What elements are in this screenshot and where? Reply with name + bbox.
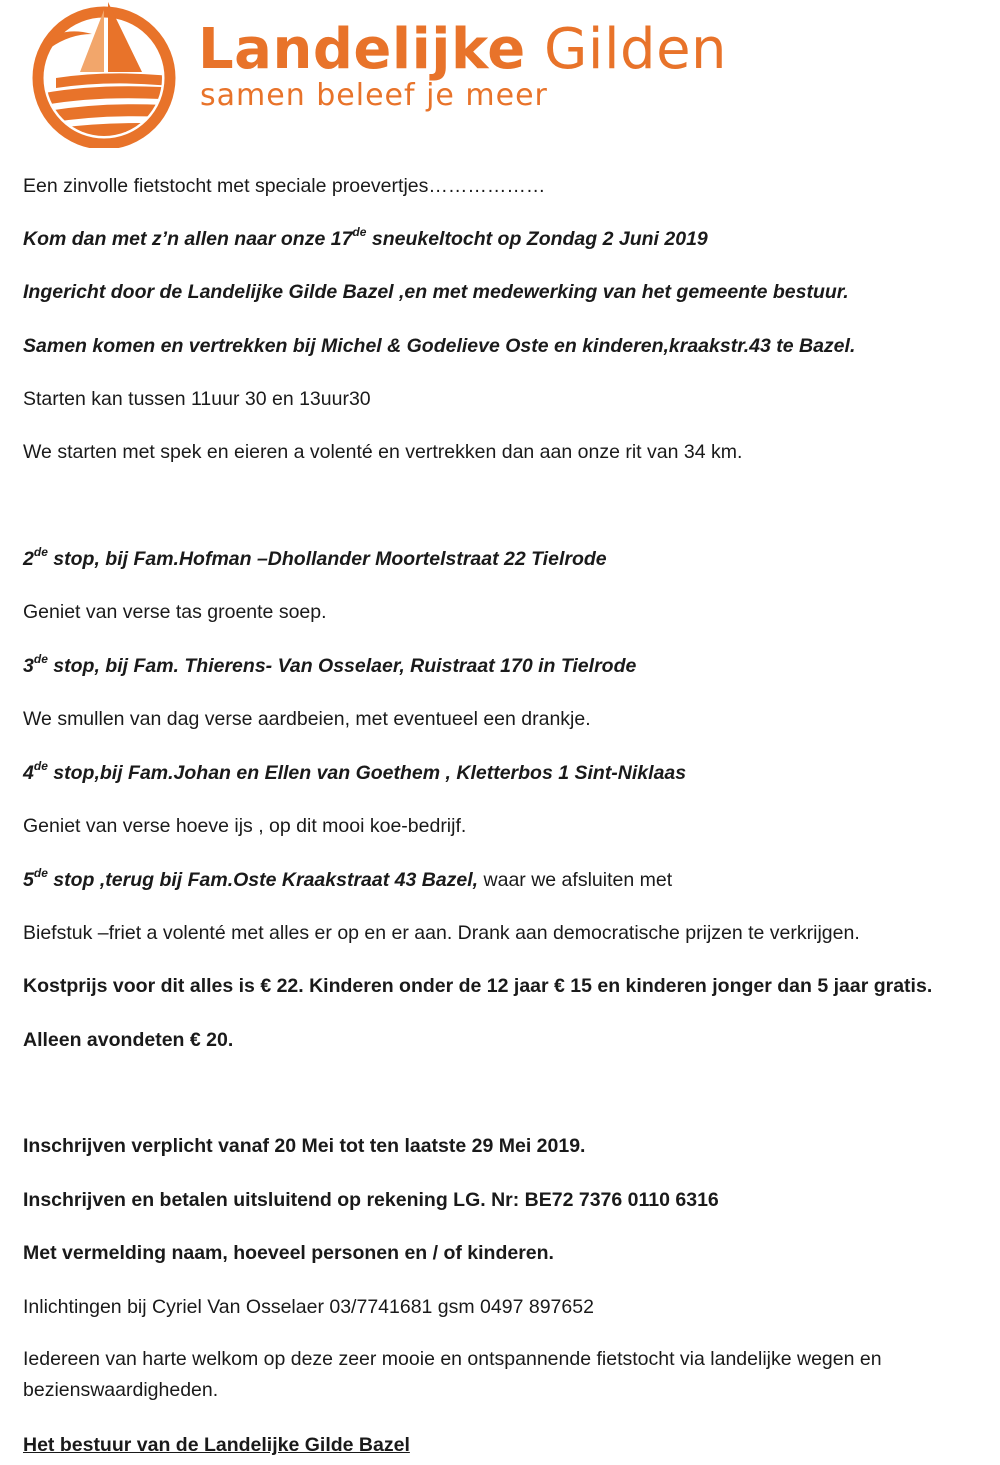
start-time-line: Starten kan tussen 11uur 30 en 13uur30: [23, 388, 371, 410]
stop-4-description: Geniet van verse hoeve ijs , op dit mooi koe-bedrijf.: [23, 815, 467, 837]
dinner-only-price: Alleen avondeten € 20.: [23, 1029, 234, 1051]
stop-4-text: stop,bij Fam.Johan en Ellen van Goethem , Kletterbos 1 Sint-Niklaas: [47, 762, 687, 784]
letterhead: [20, 0, 740, 150]
stop-2-description: Geniet van verse tas groente soep.: [23, 601, 327, 623]
stop-5-sup: de: [33, 865, 48, 880]
breakfast-line: We starten met spek en eieren a volenté en vertrekken dan aan onze rit van 34 km.: [23, 441, 743, 463]
stop-3-title: [23, 652, 636, 680]
signature-line: Het bestuur van de Landelijke Gilde Bazel: [23, 1434, 410, 1456]
stop-2-title: [23, 545, 607, 573]
brand-name-bold: Landelijke: [198, 17, 526, 82]
organizer-line: Ingericht door de Landelijke Gilde Bazel ,en met medewerking van het gemeente bestuur.: [23, 281, 849, 303]
stop-3-number: 3: [23, 655, 34, 677]
stop-2-number: 2: [23, 548, 34, 570]
invitation-line: [23, 225, 708, 253]
brand-name-light: Gilden: [525, 17, 728, 82]
payment-account-line: Inschrijven en betalen uitsluitend op rekening LG. Nr: BE72 7376 0110 6316: [23, 1189, 719, 1211]
stop-3-description: We smullen van dag verse aardbeien, met eventueel een drankje.: [23, 708, 591, 730]
registration-deadline: Inschrijven verplicht vanaf 20 Mei tot ten laatste 29 Mei 2019.: [23, 1135, 586, 1157]
stop-5-number: 5: [23, 869, 34, 891]
registration-details-line: Met vermelding naam, hoeveel personen en / of kinderen.: [23, 1242, 554, 1264]
intro-line: Een zinvolle fietstocht met speciale proevertjes………………: [23, 175, 546, 197]
brand-tagline: samen beleef je meer: [200, 78, 548, 113]
sailboat-field-logo-icon: [20, 0, 190, 148]
stop-2-sup: de: [33, 544, 48, 559]
stop-4-title: [23, 759, 686, 787]
stop-3-text: stop, bij Fam. Thierens- Van Osselaer, Ruistraat 170 in Tielrode: [47, 655, 637, 677]
meeting-point-line: Samen komen en vertrekken bij Michel & Godelieve Oste en kinderen,kraakstr.43 te Bazel.: [23, 335, 856, 357]
dinner-line: Biefstuk –friet a volenté met alles er op en er aan. Drank aan democratische prijzen te verkrijgen.: [23, 922, 860, 944]
stop-5-text: stop ,terug bij Fam.Oste Kraakstraat 43 Bazel,: [47, 869, 479, 891]
invitation-sup: de: [352, 224, 367, 239]
price-line: Kostprijs voor dit alles is € 22. Kinderen onder de 12 jaar € 15 en kinderen jonger dan 5 jaar gratis.: [23, 975, 933, 997]
welcome-paragraph: Iedereen van harte welkom op deze zeer mooie en ontspannende fietstocht via landelijke wegen en bezienswaardigheden.: [23, 1348, 882, 1401]
stop-2-text: stop, bij Fam.Hofman –Dhollander Moortelstraat 22 Tielrode: [47, 548, 607, 570]
stop-5-tail: waar we afsluiten met: [478, 869, 673, 891]
stop-5-title: [23, 866, 672, 894]
stop-4-sup: de: [33, 758, 48, 773]
stop-3-sup: de: [33, 651, 48, 666]
brand-name: [198, 17, 728, 82]
contact-info-line: Inlichtingen bij Cyriel Van Osselaer 03/7741681 gsm 0497 897652: [23, 1296, 594, 1318]
invitation-part1: Kom dan met z’n allen naar onze 17: [23, 228, 353, 250]
stop-4-number: 4: [23, 762, 34, 784]
invitation-part2: sneukeltocht op Zondag 2 Juni 2019: [366, 228, 708, 250]
